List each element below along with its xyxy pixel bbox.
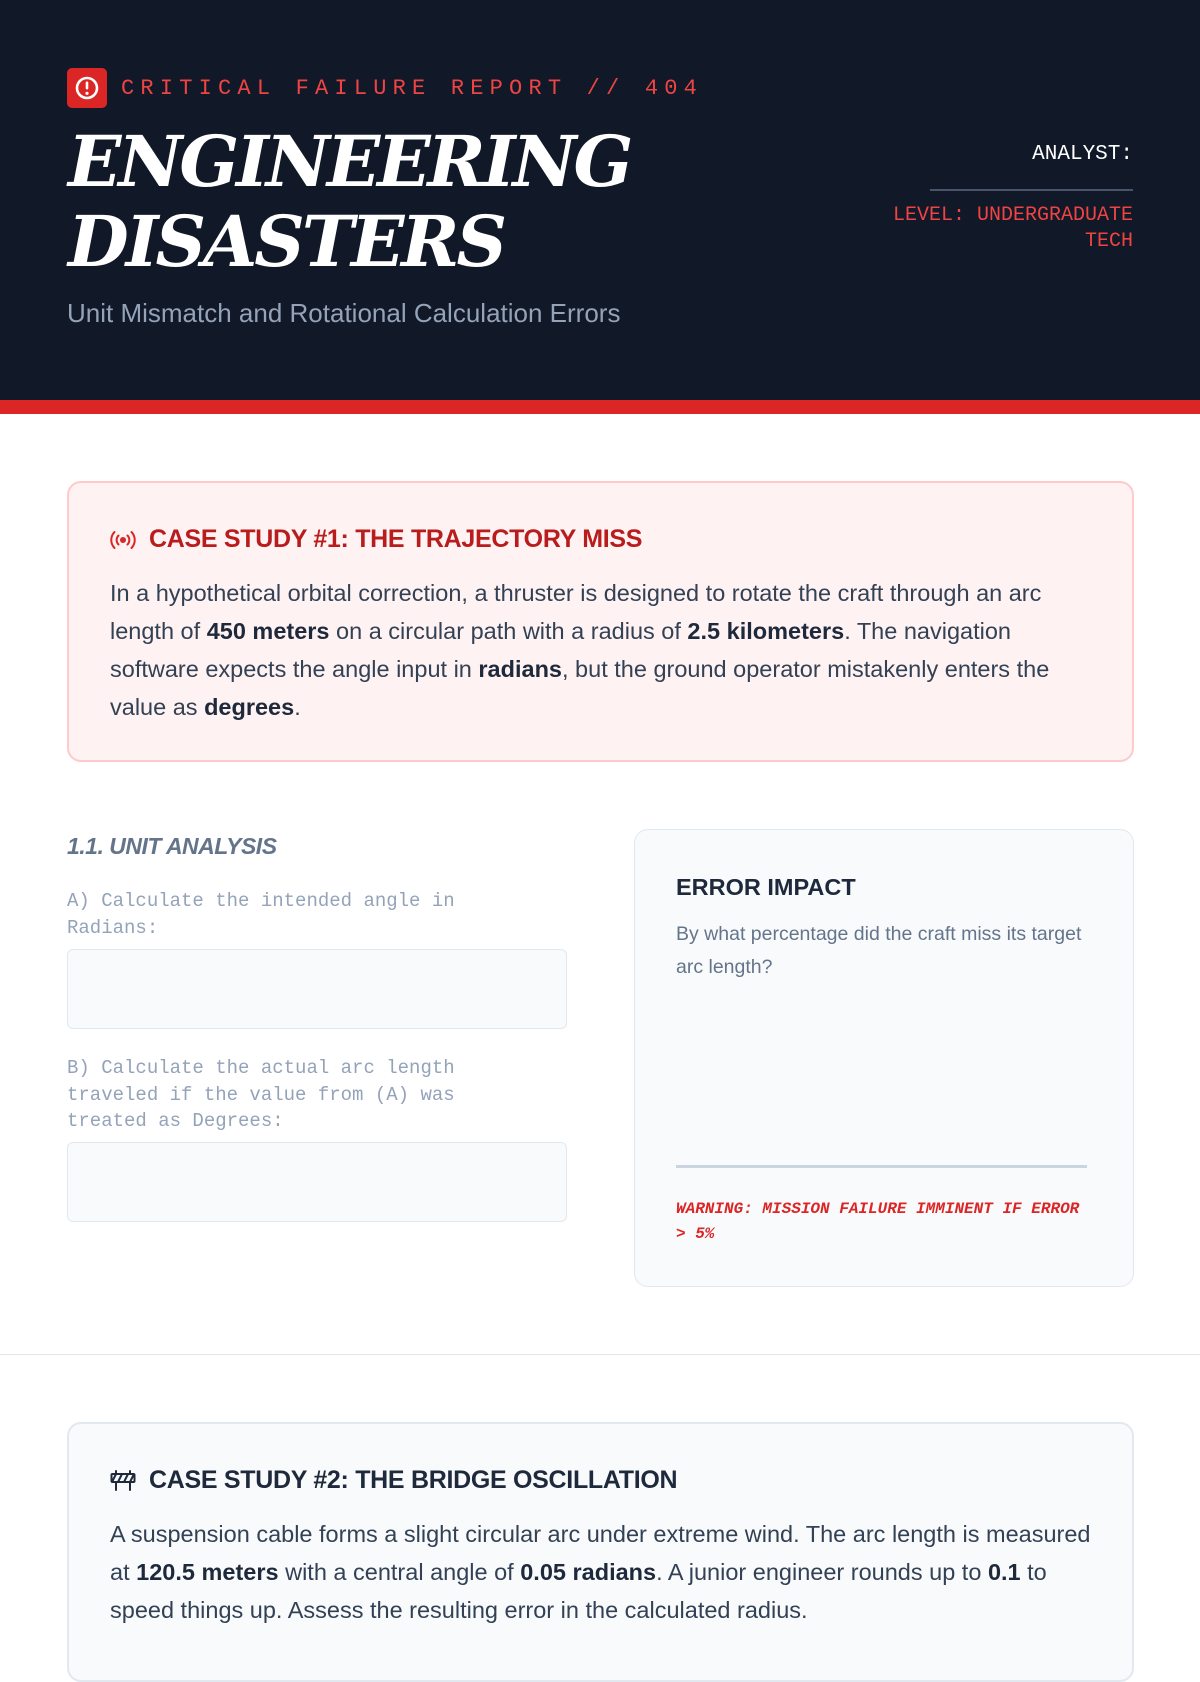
broadcast-icon bbox=[110, 530, 136, 550]
question-a-label: A) Calculate the intended angle in Radians: bbox=[67, 890, 455, 939]
arc-length-value: 450 meters bbox=[206, 618, 330, 644]
case-study-1 bbox=[67, 481, 1134, 762]
case-study-2-description: A suspension cable forms a slight circular arc under extreme wind. The arc length is measured at 120.5 meters with a central angle of 0.05 radians. A junior engineer rounds up to 0.1 to speed things up. Assess the resulting error in the calculated radius. bbox=[110, 1521, 1091, 1623]
case-study-1-description: In a hypothetical orbital correction, a thruster is designed to rotate the craft through an arc length of 450 meters on a circular path with a radius of 2.5 kilometers. The navigation software expects the angle input in radians, but the ground operator mistakenly enters the value as degrees. bbox=[110, 580, 1050, 720]
report-tag bbox=[67, 68, 703, 108]
case-study-2 bbox=[67, 1422, 1134, 1682]
unit-analysis-heading: 1.1. UNIT ANALYSIS bbox=[67, 833, 277, 859]
page-subtitle: Unit Mismatch and Rotational Calculation Errors bbox=[67, 298, 621, 328]
answer-b-input[interactable] bbox=[67, 1142, 567, 1222]
expected-unit: radians bbox=[478, 656, 562, 682]
title-line-2: DISASTERS bbox=[68, 200, 505, 283]
radius-value: 2.5 kilometers bbox=[687, 618, 845, 644]
error-impact-warning: WARNING: MISSION FAILURE IMMINENT IF ERROR > 5% bbox=[676, 1200, 1080, 1243]
error-impact-answer-line[interactable] bbox=[676, 1165, 1087, 1168]
header-accent-bar bbox=[0, 400, 1200, 414]
error-impact-card bbox=[634, 829, 1134, 1287]
error-impact-question: By what percentage did the craft miss its target arc length? bbox=[676, 923, 1082, 978]
cable-arc-length-value: 120.5 meters bbox=[136, 1559, 279, 1585]
report-header bbox=[0, 0, 1200, 400]
analyst-signature-line bbox=[930, 189, 1133, 191]
construction-barrier-icon bbox=[110, 1470, 136, 1492]
rounded-angle-value: 0.1 bbox=[987, 1559, 1021, 1585]
question-b-label: B) Calculate the actual arc length traveled if the value from (A) was treated as Degrees: bbox=[67, 1057, 455, 1132]
section-divider bbox=[0, 1354, 1200, 1355]
case-study-2-header bbox=[110, 1466, 677, 1495]
level-label: LEVEL: UNDERGRADUATE TECH bbox=[892, 204, 1133, 253]
page-title bbox=[68, 122, 630, 282]
alert-icon bbox=[67, 68, 107, 108]
analyst-label: ANALYST: bbox=[1032, 143, 1133, 166]
central-angle-value: 0.05 radians bbox=[520, 1559, 657, 1585]
title-line-1: ENGINEERING bbox=[68, 120, 631, 203]
entered-unit: degrees bbox=[204, 694, 295, 720]
answer-a-input[interactable] bbox=[67, 949, 567, 1029]
case-study-1-header bbox=[110, 525, 642, 554]
error-impact-title: ERROR IMPACT bbox=[676, 874, 856, 900]
report-code: CRITICAL FAILURE REPORT // 404 bbox=[121, 75, 704, 101]
case-study-1-title: CASE STUDY #1: THE TRAJECTORY MISS bbox=[149, 525, 643, 553]
case-study-2-title: CASE STUDY #2: THE BRIDGE OSCILLATION bbox=[149, 1466, 678, 1494]
